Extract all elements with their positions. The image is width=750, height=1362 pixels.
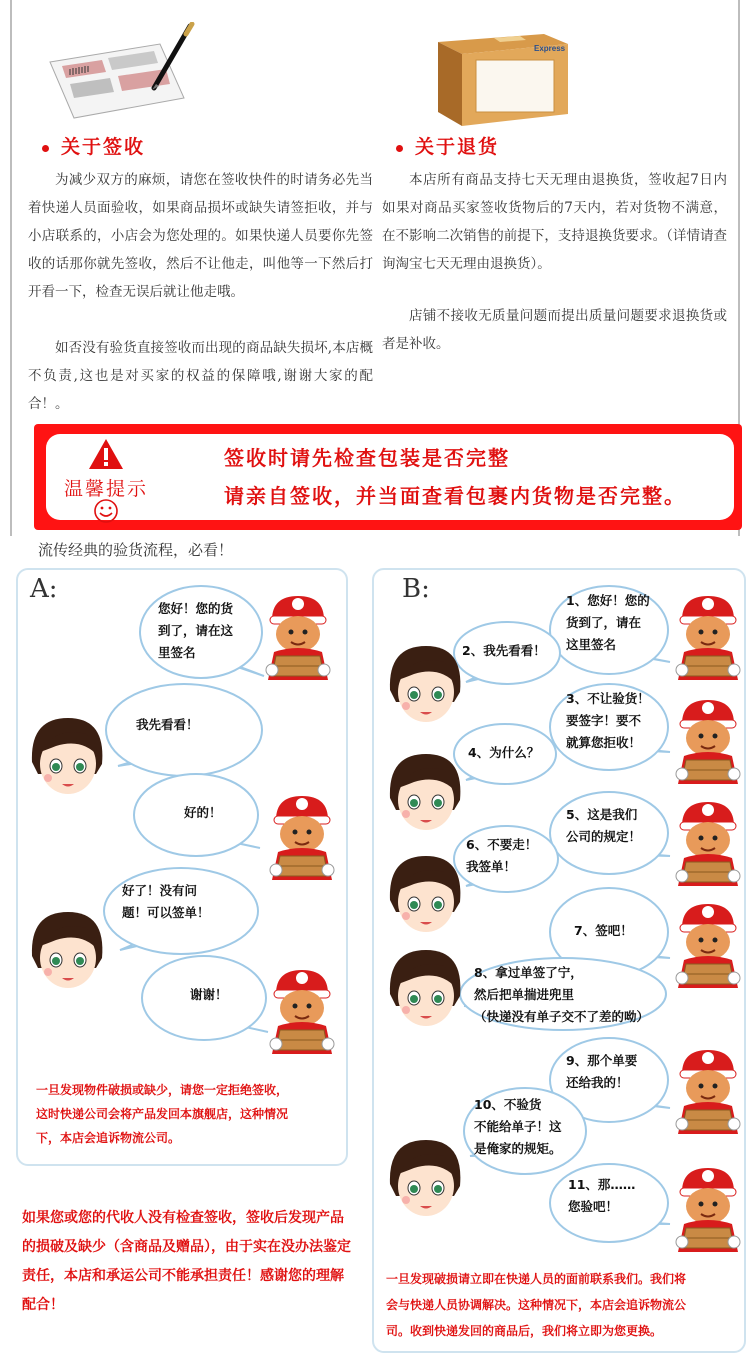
signing-document-icon (42, 22, 212, 122)
girl-character-icon (26, 906, 108, 1000)
warning-banner-inner (46, 434, 734, 520)
panel-b-bubble (548, 790, 670, 876)
panel-a-bubble (138, 584, 264, 680)
express-box-icon (434, 18, 574, 128)
courier-character-icon (668, 590, 746, 686)
girl-character-icon (384, 850, 466, 944)
bullet-dot-icon (42, 145, 49, 152)
panel-a-note-line: 下，本店会追诉物流公司。 (36, 1131, 181, 1145)
courier-character-icon (668, 1162, 746, 1258)
smiley-face-icon (90, 498, 122, 524)
bubble-text: 7、签吧！ (574, 923, 633, 938)
panel-a-bubble (132, 772, 260, 858)
bubble-text: 您好！您的货 到了，请在这 里签名 (158, 601, 234, 660)
sign-section-title (42, 132, 145, 159)
panel-b-letter: B: (402, 574, 430, 604)
panel-a-note (36, 1078, 346, 1150)
bubble-text: 5、这是我们 公司的规定！ (566, 807, 642, 844)
warning-banner (34, 424, 742, 530)
panel-b-note-line: 司。收到快递发回的商品后，我们将立即为您更换。 (386, 1324, 663, 1338)
panel-b-note (386, 1266, 742, 1344)
express-box-label: Express (534, 44, 566, 53)
panel-b-bubble (548, 682, 670, 772)
bubble-text: 4、为什么？ (468, 745, 540, 760)
bubble-text: 1、您好！您的 货到了，请在 这里签名 (566, 593, 650, 652)
panel-a-letter: A: (30, 574, 58, 604)
bubble-text: 3、不让验货！ 要签字！要不 就算您拒收！ (566, 691, 650, 750)
panel-b-bubble (452, 824, 560, 894)
bubble-text: 谢谢！ (190, 987, 228, 1002)
panel-b-note-line: 一旦发现破损请立即在快递人员的面前联系我们。我们将 (386, 1272, 687, 1286)
bubble-text: 9、那个单要 还给我的！ (566, 1053, 638, 1090)
sign-paragraph-1: 为减少双方的麻烦，请您在签收快件的时请务必先当着快递人员面验收，如果商品损坏或缺失请签拒收，并与小店联系的，小店会为您处理的。如果快递人员要你先签收的话那你就先签收，然后不让他走，叫他等一下然后打开看一下，检查无误后就让他走哦。 (28, 172, 373, 300)
courier-character-icon (262, 790, 340, 886)
return-title-text: 关于退货 (415, 136, 500, 158)
sign-paragraph-2: 如否没有验货直接签收而出现的商品缺失损坏,本店概不负责,这也是对买家的权益的保障哦,谢谢大家的配合！。 (28, 340, 373, 412)
warning-label: 温馨提示 (64, 478, 149, 500)
warning-triangle-icon (88, 438, 124, 470)
panel-b-bubble (452, 620, 562, 686)
bubble-text: 6、不要走！ 我签单！ (466, 837, 538, 874)
courier-character-icon (258, 590, 336, 686)
courier-character-icon (668, 796, 746, 892)
bubble-text: 8、拿过单签了宁， 然后把单揣进兜里 （快递没有单子交不了差的呦） (474, 965, 650, 1024)
panel-a-note-line: 一旦发现物件破损或缺少，请您一定拒绝签收， (36, 1083, 289, 1097)
girl-character-icon (384, 1134, 466, 1228)
bottom-disclaimer: 如果您或您的代收人没有检查签收，签收后发现产品的损破及缺少（含商品及赠品），由于实在没办法鉴定责任，本店和承运公司不能承担责任！感谢您的理解配合！ (22, 1210, 351, 1313)
girl-character-icon (384, 944, 466, 1038)
bubble-text: 2、我先看看！ (462, 643, 546, 658)
flow-heading: 流传经典的验货流程，必看！ (38, 541, 234, 559)
courier-character-icon (668, 694, 746, 790)
girl-character-icon (384, 640, 466, 734)
panel-a-bubble (102, 866, 260, 956)
sign-title-text: 关于签收 (61, 136, 146, 158)
warning-line-1: 签收时请先检查包装是否完整 (224, 446, 510, 470)
bullet-dot-icon (396, 145, 403, 152)
panel-a-note-line: 这时快递公司会将产品发回本旗舰店，这种情况 (36, 1107, 289, 1121)
panel-b-bubble (548, 1162, 670, 1244)
panel-b-bubble (548, 584, 670, 676)
courier-character-icon (668, 898, 746, 994)
panel-b-bubble (458, 956, 668, 1032)
bubble-text: 我先看看！ (136, 717, 199, 732)
return-paragraph-1: 本店所有商品支持七天无理由退换货，签收起7日内如果对商品买家签收货物后的7天内，若对货物不满意，在不影响二次销售的前提下，支持退换货要求。（详情请查询淘宝七天无理由退换货）。 (382, 172, 727, 272)
bubble-text: 好了！没有问 题！可以签单！ (122, 883, 210, 920)
panel-a-bubble (140, 954, 268, 1042)
courier-character-icon (262, 964, 340, 1060)
return-paragraph-2: 店铺不接收无质量问题而提出质量问题要求退换货或者是补收。 (382, 308, 727, 352)
bubble-text: 好的！ (184, 805, 222, 820)
warning-line-2: 请亲自签收，并当面查看包裹内货物是否完整。 (224, 484, 686, 508)
panel-a-bubble (104, 682, 264, 778)
panel-b-note-line: 会与快递人员协调解决。这种情况下，本店会追诉物流公 (386, 1298, 687, 1312)
return-section-title (396, 132, 499, 159)
panel-b-bubble (452, 722, 558, 786)
top-info-panel (10, 0, 740, 536)
courier-character-icon (668, 1044, 746, 1140)
bubble-text: 10、不验货 不能给单子！这 是俺家的规矩。 (474, 1097, 562, 1156)
girl-character-icon (26, 712, 108, 806)
bubble-text: 11、那…… 您验吧！ (568, 1177, 636, 1214)
